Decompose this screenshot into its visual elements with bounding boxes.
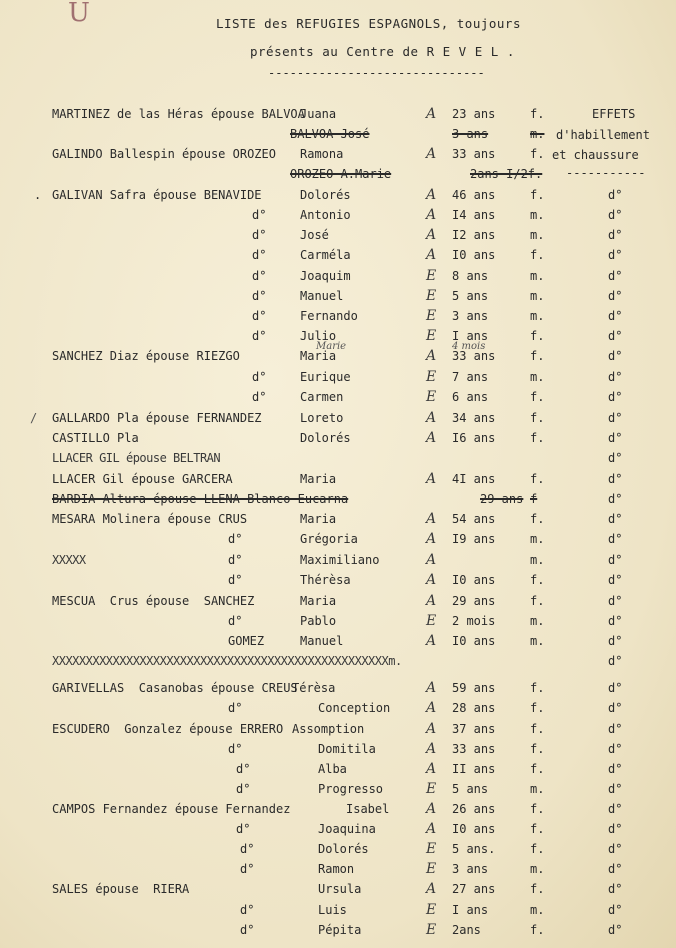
list-row [0, 920, 676, 940]
row-name: OROZEO A.Marie [290, 167, 392, 181]
row-age: 2ans I/2f. [470, 167, 543, 181]
row-age: 7 ans [452, 370, 489, 384]
row-ditto: d° [228, 701, 243, 715]
row-age: 4I ans [452, 472, 496, 486]
row-age: 26 ans [452, 802, 496, 816]
row-name: MARTINEZ de las Héras épouse BALVOA [52, 107, 305, 121]
row-name: MESARA Molinera épouse CRUS [52, 512, 248, 526]
handwritten-annotation-2: 4 mois [452, 341, 486, 352]
list-row [0, 719, 676, 739]
list-row [0, 367, 676, 387]
row-effets-ditto: d° [608, 862, 623, 876]
row-ditto: d° [228, 614, 243, 628]
row-effets-ditto: d° [608, 903, 623, 917]
row-first-name: Progresso [318, 782, 384, 796]
row-first-name: Manuel [300, 289, 344, 303]
row-ditto: d° [252, 370, 267, 384]
row-sex: m. [530, 309, 545, 323]
row-ditto: d° [236, 822, 251, 836]
row-sex: f. [530, 802, 545, 816]
row-sex: f. [530, 411, 545, 425]
row-age: I0 ans [452, 248, 496, 262]
row-ditto: d° [252, 228, 267, 242]
list-row [0, 739, 676, 759]
row-sex: m. [530, 289, 545, 303]
row-age: 27 ans [452, 882, 496, 896]
row-first-name: Juana [300, 107, 337, 121]
corner-handwritten-mark: U [68, 0, 90, 28]
row-handwritten-mark: E [426, 613, 437, 629]
row-sex: f. [530, 329, 545, 343]
row-age: 5 ans [452, 289, 489, 303]
list-row [0, 387, 676, 407]
list-row [0, 529, 676, 549]
row-age: I ans [452, 329, 489, 343]
row-handwritten-mark: E [426, 781, 437, 797]
row-handwritten-mark: A [426, 531, 437, 547]
row-sex: m. [530, 228, 545, 242]
row-ditto: d° [228, 742, 243, 756]
row-name: GARIVELLAS Casanobas épouse CREUS [52, 681, 298, 695]
row-sex: f. [530, 573, 545, 587]
row-handwritten-mark: E [426, 841, 437, 857]
effets-heading-line3: et chaussure [552, 148, 639, 162]
row-handwritten-mark: A [426, 680, 437, 696]
row-ditto: d° [240, 842, 255, 856]
row-handwritten-mark: A [426, 821, 437, 837]
handwritten-annotation: Marie [316, 341, 347, 352]
row-age: I0 ans [452, 822, 496, 836]
row-sex: f. [530, 248, 545, 262]
row-ditto: d° [252, 390, 267, 404]
row-first-name: Loreto [300, 411, 344, 425]
list-row [0, 326, 676, 352]
row-first-name: Conception [318, 701, 391, 715]
row-name: SALES épouse RIERA [52, 882, 190, 896]
row-effets-ditto: d° [608, 512, 623, 526]
row-effets-ditto: d° [608, 472, 623, 486]
row-tick-mark: / [30, 411, 38, 425]
row-handwritten-mark: A [426, 106, 437, 122]
row-name: GALINDO Ballespin épouse OROZEO [52, 147, 276, 161]
row-name: XXXXX [52, 553, 86, 567]
row-age: I0 ans [452, 634, 496, 648]
row-sex: m. [530, 208, 545, 222]
row-handwritten-mark: E [426, 268, 437, 284]
row-ditto: d° [240, 862, 255, 876]
row-first-name: Ursula [318, 882, 362, 896]
row-age: 33 ans [452, 147, 496, 161]
row-handwritten-mark: E [426, 308, 437, 324]
row-first-name: Thérèsa [300, 573, 351, 587]
row-age: 59 ans [452, 681, 496, 695]
row-first-name: Pablo [300, 614, 337, 628]
row-bullet: . [34, 188, 42, 202]
row-first-name: Domitila [318, 742, 376, 756]
row-sex: f [530, 492, 538, 506]
row-sex: f. [530, 594, 545, 608]
row-effets-ditto: d° [608, 681, 623, 695]
row-age: 29 ans [452, 594, 496, 608]
row-handwritten-mark: A [426, 247, 437, 263]
row-age: I4 ans [452, 208, 496, 222]
row-sex: f. [530, 512, 545, 526]
row-handwritten-mark: A [426, 207, 437, 223]
list-row [0, 900, 676, 920]
row-effets-ditto: d° [608, 762, 623, 776]
row-age: 3 ans [452, 862, 489, 876]
row-first-name: Manuel [300, 634, 344, 648]
list-row [0, 819, 676, 839]
row-first-name: Maximiliano [300, 553, 380, 567]
row-effets-ditto: d° [608, 654, 623, 668]
list-row [0, 428, 676, 448]
row-effets-ditto: d° [608, 208, 623, 222]
row-sex: f. [530, 349, 545, 363]
list-row [0, 859, 676, 879]
row-age: 3 ans [452, 309, 489, 323]
row-first-name: Luis [318, 903, 347, 917]
row-age: I2 ans [452, 228, 496, 242]
list-row [0, 799, 676, 819]
row-ditto: d° [240, 923, 255, 937]
row-sex: m. [530, 127, 545, 141]
list-row [0, 205, 676, 225]
row-effets-ditto: d° [608, 309, 623, 323]
row-sex: m. [530, 370, 545, 384]
list-row [0, 779, 676, 799]
row-handwritten-mark: A [426, 552, 437, 568]
row-name: MESCUA Crus épouse SANCHEZ [52, 594, 255, 608]
row-sex: f. [530, 681, 545, 695]
row-effets-ditto: d° [608, 329, 623, 343]
row-effets-ditto: d° [608, 431, 623, 445]
row-handwritten-mark: A [426, 593, 437, 609]
row-age: 5 ans. [452, 842, 496, 856]
row-effets-ditto: d° [608, 370, 623, 384]
row-first-name: Carmen [300, 390, 344, 404]
row-age: 37 ans [452, 722, 496, 736]
row-handwritten-mark: A [426, 633, 437, 649]
row-handwritten-mark: A [426, 741, 437, 757]
row-effets-ditto: d° [608, 553, 623, 567]
row-handwritten-mark: A [426, 700, 437, 716]
row-ditto: d° [228, 532, 243, 546]
row-age: I6 ans [452, 431, 496, 445]
row-age: 2ans [452, 923, 481, 937]
row-handwritten-mark: A [426, 348, 437, 364]
row-handwritten-mark: A [426, 430, 437, 446]
row-name: ESCUDERO Gonzalez épouse ERRERO [52, 722, 284, 736]
row-sex: m. [530, 634, 545, 648]
row-handwritten-mark: A [426, 801, 437, 817]
row-first-name: Assomption [292, 722, 365, 736]
list-row [0, 631, 676, 651]
row-name: GALLARDO Pla épouse FERNANDEZ [52, 411, 262, 425]
row-sex: f. [530, 431, 545, 445]
row-effets-ditto: d° [608, 492, 623, 506]
list-row [0, 839, 676, 859]
row-first-name: Dolorés [300, 431, 351, 445]
row-first-name: Dolorés [300, 188, 351, 202]
row-ditto: d° [252, 208, 267, 222]
row-effets-ditto: d° [608, 882, 623, 896]
list-row [0, 469, 676, 489]
row-sex: f. [530, 147, 545, 161]
list-row [0, 448, 676, 468]
row-sex: f. [530, 107, 545, 121]
list-row [0, 591, 676, 611]
row-age: 6 ans [452, 390, 489, 404]
title-underline: ------------------------------ [268, 66, 485, 80]
row-effets-ditto: d° [608, 742, 623, 756]
row-ditto: d° [236, 762, 251, 776]
list-row [0, 698, 676, 718]
row-handwritten-mark: E [426, 861, 437, 877]
row-name: BALVOA José [290, 127, 370, 141]
row-sex: m. [530, 553, 545, 567]
row-age: 34 ans [452, 411, 496, 425]
row-sex: m. [530, 269, 545, 283]
row-effets-ditto: d° [608, 782, 623, 796]
row-handwritten-mark: A [426, 410, 437, 426]
row-age: 33 ans [452, 742, 496, 756]
row-effets-ditto: d° [608, 822, 623, 836]
row-handwritten-mark: A [426, 572, 437, 588]
list-row [0, 879, 676, 899]
row-first-name: Eurique [300, 370, 351, 384]
list-row [0, 245, 676, 265]
row-name: BARDIA Altura épouse LLENA Blanco Eucarna [52, 492, 349, 506]
row-first-name: Maria [300, 512, 337, 526]
row-handwritten-mark: E [426, 389, 437, 405]
row-effets-ditto: d° [608, 722, 623, 736]
row-effets-ditto: d° [608, 269, 623, 283]
effets-heading-line2: d'habillement [556, 127, 650, 142]
row-handwritten-mark: A [426, 187, 437, 203]
row-effets-ditto: d° [608, 451, 623, 465]
row-sex: f. [530, 722, 545, 736]
row-first-name: Alba [318, 762, 347, 776]
row-effets-ditto: d° [608, 594, 623, 608]
list-row [0, 408, 676, 428]
list-row [0, 570, 676, 590]
row-first-name: Dolorés [318, 842, 369, 856]
row-age: I ans [452, 903, 489, 917]
list-row [0, 759, 676, 779]
row-sex: f. [530, 472, 545, 486]
row-sex: f. [530, 822, 545, 836]
row-handwritten-mark: E [426, 369, 437, 385]
row-first-name: Julio [300, 329, 337, 343]
row-first-name: Pépita [318, 923, 362, 937]
row-first-name: Joaquim [300, 269, 351, 283]
row-sex: f. [530, 188, 545, 202]
row-sex: m. [530, 614, 545, 628]
row-effets-ditto: d° [608, 228, 623, 242]
list-row [0, 509, 676, 529]
row-ditto: d° [228, 553, 243, 567]
row-handwritten-mark: A [426, 227, 437, 243]
row-ditto: d° [228, 573, 243, 587]
row-effets-ditto: d° [608, 188, 623, 202]
row-age: 23 ans [452, 107, 496, 121]
row-sex: f. [530, 923, 545, 937]
row-handwritten-mark: E [426, 288, 437, 304]
list-row [0, 164, 676, 184]
row-name: CAMPOS Fernandez épouse Fernandez [52, 802, 291, 816]
row-effets-ditto: d° [608, 923, 623, 937]
list-row [0, 346, 676, 366]
row-handwritten-mark: A [426, 761, 437, 777]
row-effets-ditto: d° [608, 390, 623, 404]
row-handwritten-mark: A [426, 881, 437, 897]
row-effets-ditto: d° [608, 614, 623, 628]
row-ditto: d° [252, 269, 267, 283]
row-age: 46 ans [452, 188, 496, 202]
list-row [0, 286, 676, 306]
row-sex: f. [530, 390, 545, 404]
list-row [0, 489, 676, 509]
list-row [0, 225, 676, 245]
row-name: XXXXXXXXXXXXXXXXXXXXXXXXXXXXXXXXXXXXXXXXXXXXXXXXXXm. [52, 654, 402, 668]
row-first-name: José [300, 228, 329, 242]
row-first-name: Maria [300, 472, 337, 486]
effets-underline: ----------- [566, 166, 646, 180]
list-row [0, 550, 676, 570]
row-handwritten-mark: A [426, 146, 437, 162]
row-name: GALIVAN Safra épouse BENAVIDE [52, 188, 262, 202]
row-first-name: Antonio [300, 208, 351, 222]
list-row [0, 266, 676, 286]
row-sex: m. [530, 903, 545, 917]
row-sex: f. [530, 882, 545, 896]
row-first-name: Joaquina [318, 822, 376, 836]
row-name: LLACER GIL épouse BELTRAN [52, 451, 221, 465]
row-age: I0 ans [452, 573, 496, 587]
row-first-name: Maria [300, 594, 337, 608]
row-handwritten-mark: E [426, 922, 437, 938]
effets-heading: EFFETS [592, 107, 636, 121]
list-row [0, 306, 676, 326]
row-first-name: Fernando [300, 309, 358, 323]
row-sex: f. [530, 701, 545, 715]
list-row [0, 104, 676, 124]
list-row [0, 124, 676, 144]
row-handwritten-mark: E [426, 328, 437, 344]
title-line-1: LISTE des REFUGIES ESPAGNOLS, toujours [216, 16, 521, 31]
row-effets-ditto: d° [608, 701, 623, 715]
row-sex: m. [530, 782, 545, 796]
row-age: 8 ans [452, 269, 489, 283]
row-age: 54 ans [452, 512, 496, 526]
row-age: II ans [452, 762, 496, 776]
row-first-name: Ramon [318, 862, 355, 876]
row-sex: f. [530, 842, 545, 856]
list-row [0, 144, 676, 164]
row-age: 28 ans [452, 701, 496, 715]
row-sex: f. [530, 762, 545, 776]
row-name: CASTILLO Pla [52, 431, 139, 445]
row-effets-ditto: d° [608, 248, 623, 262]
row-effets-ditto: d° [608, 349, 623, 363]
row-effets-ditto: d° [608, 634, 623, 648]
row-effets-ditto: d° [608, 411, 623, 425]
list-row [0, 611, 676, 631]
row-ditto: d° [252, 248, 267, 262]
list-row [0, 651, 676, 671]
row-handwritten-mark: A [426, 721, 437, 737]
row-first-name: Carméla [300, 248, 351, 262]
row-first-name: Ramona [300, 147, 344, 161]
row-handwritten-mark: E [426, 902, 437, 918]
row-first-name: Maria [300, 349, 337, 363]
row-first-name: Isabel [346, 802, 390, 816]
row-ditto: d° [252, 309, 267, 323]
row-age: 29 ans [480, 492, 524, 506]
row-ditto: d° [236, 782, 251, 796]
row-effets-ditto: d° [608, 532, 623, 546]
row-handwritten-mark: A [426, 511, 437, 527]
row-age: 2 mois [452, 614, 496, 628]
row-age: 5 ans [452, 782, 489, 796]
row-effets-ditto: d° [608, 842, 623, 856]
row-first-name: Térèsa [292, 681, 336, 695]
row-first-name: Grégoria [300, 532, 358, 546]
list-row [0, 678, 676, 698]
row-age: 33 ans [452, 349, 496, 363]
row-sex: m. [530, 862, 545, 876]
list-row [0, 185, 676, 205]
row-sex: f. [530, 742, 545, 756]
row-age: I9 ans [452, 532, 496, 546]
row-ditto: d° [252, 289, 267, 303]
row-name: SANCHEZ Diaz épouse RIEZGO [52, 349, 240, 363]
row-effets-ditto: d° [608, 289, 623, 303]
row-handwritten-mark: A [426, 471, 437, 487]
row-ditto: GOMEZ [228, 634, 265, 648]
row-sex: m. [530, 532, 545, 546]
row-effets-ditto: d° [608, 802, 623, 816]
row-ditto: d° [252, 329, 267, 343]
row-age: 3 ans [452, 127, 489, 141]
row-ditto: d° [240, 903, 255, 917]
row-name: LLACER Gil épouse GARCERA [52, 472, 233, 486]
title-line-2: présents au Centre de R E V E L . [250, 44, 515, 59]
row-effets-ditto: d° [608, 573, 623, 587]
